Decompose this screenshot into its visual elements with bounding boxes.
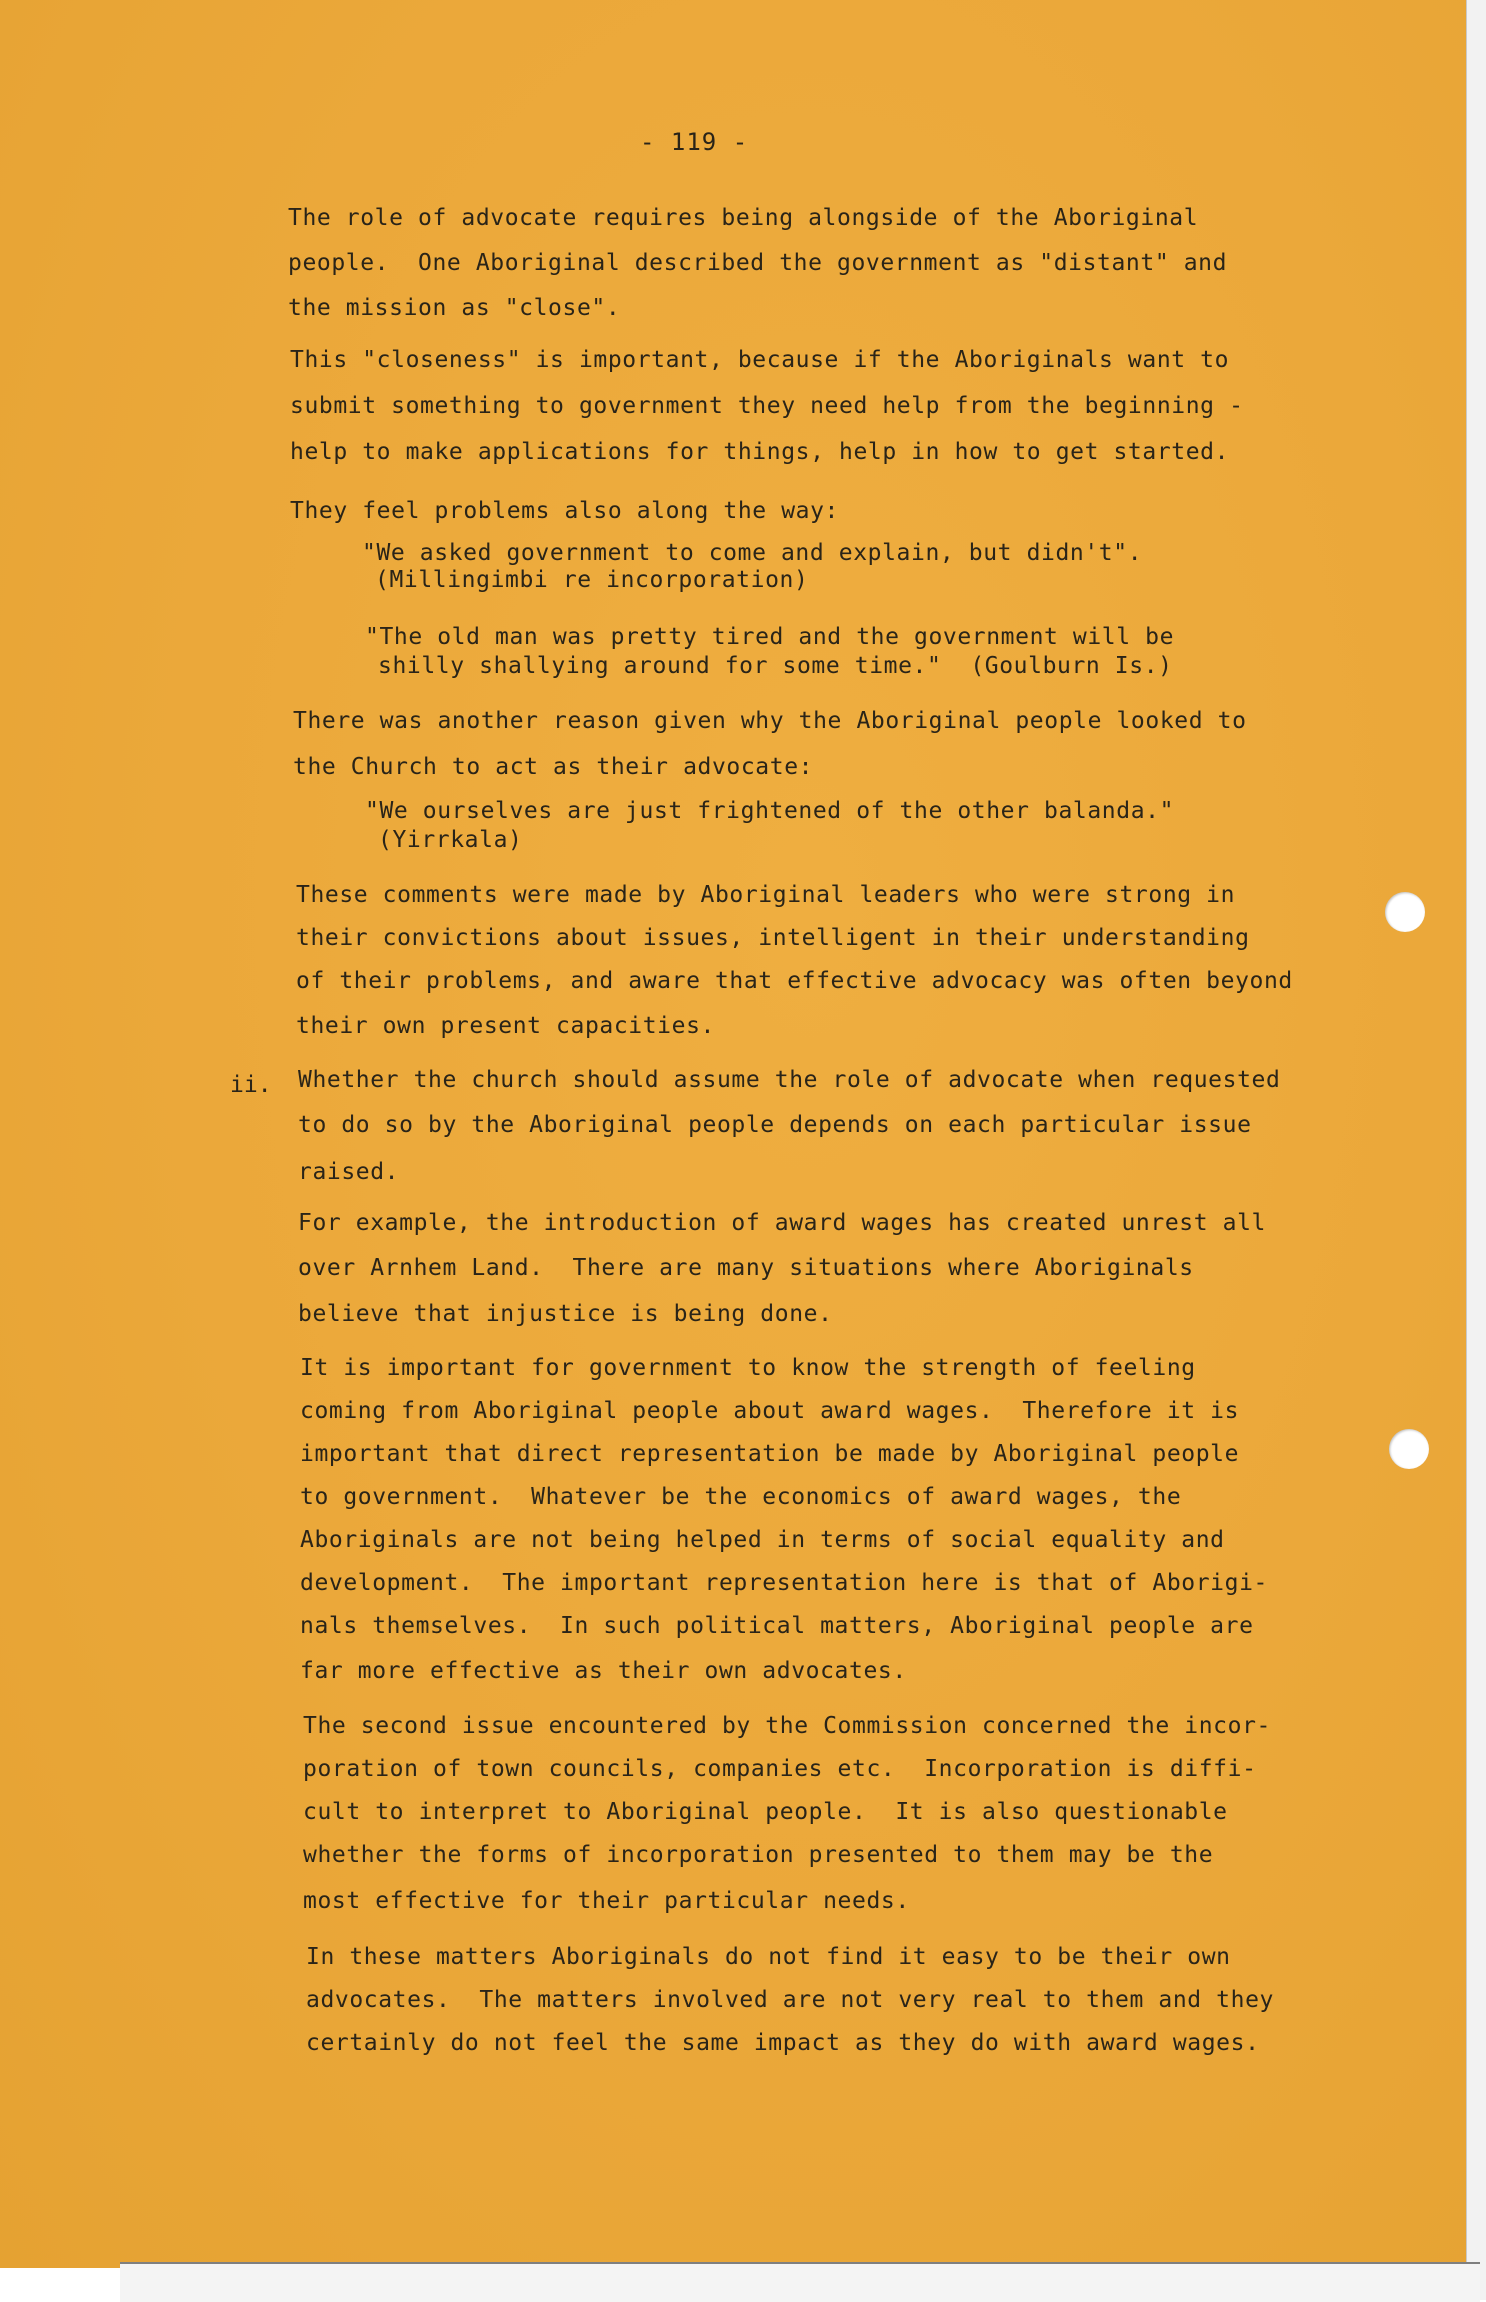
text-line: cult to interpret to Aboriginal people. It is also questionable	[303, 1799, 1228, 1825]
text-line: people. One Aboriginal described the government as "distant" and	[288, 250, 1228, 276]
text-line: raised.	[298, 1159, 400, 1185]
text-line: over Arnhem Land. There are many situations where Aboriginals	[298, 1255, 1194, 1281]
list-marker: ii.	[230, 1072, 272, 1098]
punch-hole-upper	[1385, 892, 1425, 932]
text-line: development. The important representation here is that of Aborigi-	[300, 1570, 1268, 1596]
text-line: Aboriginals are not being helped in terms of social equality and	[300, 1527, 1225, 1553]
text-line: the mission as "close".	[288, 295, 621, 321]
text-line: help to make applications for things, help in how to get started.	[290, 439, 1230, 465]
text-line: For example, the introduction of award wages has created unrest all	[298, 1210, 1266, 1236]
text-line: The second issue encountered by the Commission concerned the incor-	[303, 1713, 1271, 1739]
page-edge-bottom	[120, 2262, 1480, 2302]
punch-hole-lower	[1389, 1429, 1429, 1469]
text-line: their own present capacities.	[296, 1013, 715, 1039]
text-line: poration of town councils, companies etc. Incorporation is diffi-	[303, 1756, 1257, 1782]
quote-attribution: (Yirrkala)	[378, 827, 523, 853]
text-line: important that direct representation be made by Aboriginal people	[300, 1441, 1240, 1467]
text-line: believe that injustice is being done.	[298, 1301, 833, 1327]
text-line: to government. Whatever be the economics of award wages, the	[300, 1484, 1182, 1510]
text-line: This "closeness" is important, because if the Aboriginals want to	[290, 347, 1230, 373]
text-line: to do so by the Aboriginal people depends on each particular issue	[298, 1112, 1252, 1138]
text-line: the Church to act as their advocate:	[293, 754, 814, 780]
quote-line: shilly shallying around for some time." (Goulburn Is.)	[378, 653, 1173, 679]
text-line: certainly do not feel the same impact as they do with award wages.	[306, 2030, 1260, 2056]
text-line: coming from Aboriginal people about award wages. Therefore it is	[300, 1398, 1240, 1424]
text-line: Whether the church should assume the role of advocate when requested	[298, 1067, 1281, 1093]
page-edge-right	[1466, 0, 1486, 2300]
text-line: far more effective as their own advocates.	[300, 1658, 907, 1684]
page-number: - 119 -	[640, 128, 749, 156]
quote-line: "The old man was pretty tired and the government will be	[365, 624, 1175, 650]
text-line: It is important for government to know the strength of feeling	[300, 1355, 1196, 1381]
text-line: their convictions about issues, intelligent in their understanding	[296, 925, 1250, 951]
text-line: They feel problems also along the way:	[290, 498, 839, 524]
text-line: submit something to government they need help from the beginning -	[290, 393, 1244, 419]
text-line: advocates. The matters involved are not very real to them and they	[306, 1987, 1274, 2013]
text-line: There was another reason given why the Aboriginal people looked to	[293, 708, 1247, 734]
text-line: These comments were made by Aboriginal leaders who were strong in	[296, 882, 1236, 908]
text-line: of their problems, and aware that effective advocacy was often beyond	[296, 968, 1293, 994]
text-line: In these matters Aboriginals do not find it easy to be their own	[306, 1944, 1231, 1970]
text-line: The role of advocate requires being alongside of the Aboriginal	[288, 205, 1199, 231]
text-line: most effective for their particular needs.	[303, 1888, 910, 1914]
text-line: nals themselves. In such political matters, Aboriginal people are	[300, 1613, 1254, 1639]
quote-line: "We asked government to come and explain, but didn't".	[362, 540, 1143, 566]
quote-line: "We ourselves are just frightened of the other balanda."	[365, 798, 1175, 824]
quote-attribution: (Millingimbi re incorporation)	[375, 567, 809, 593]
text-line: whether the forms of incorporation presented to them may be the	[303, 1842, 1214, 1868]
